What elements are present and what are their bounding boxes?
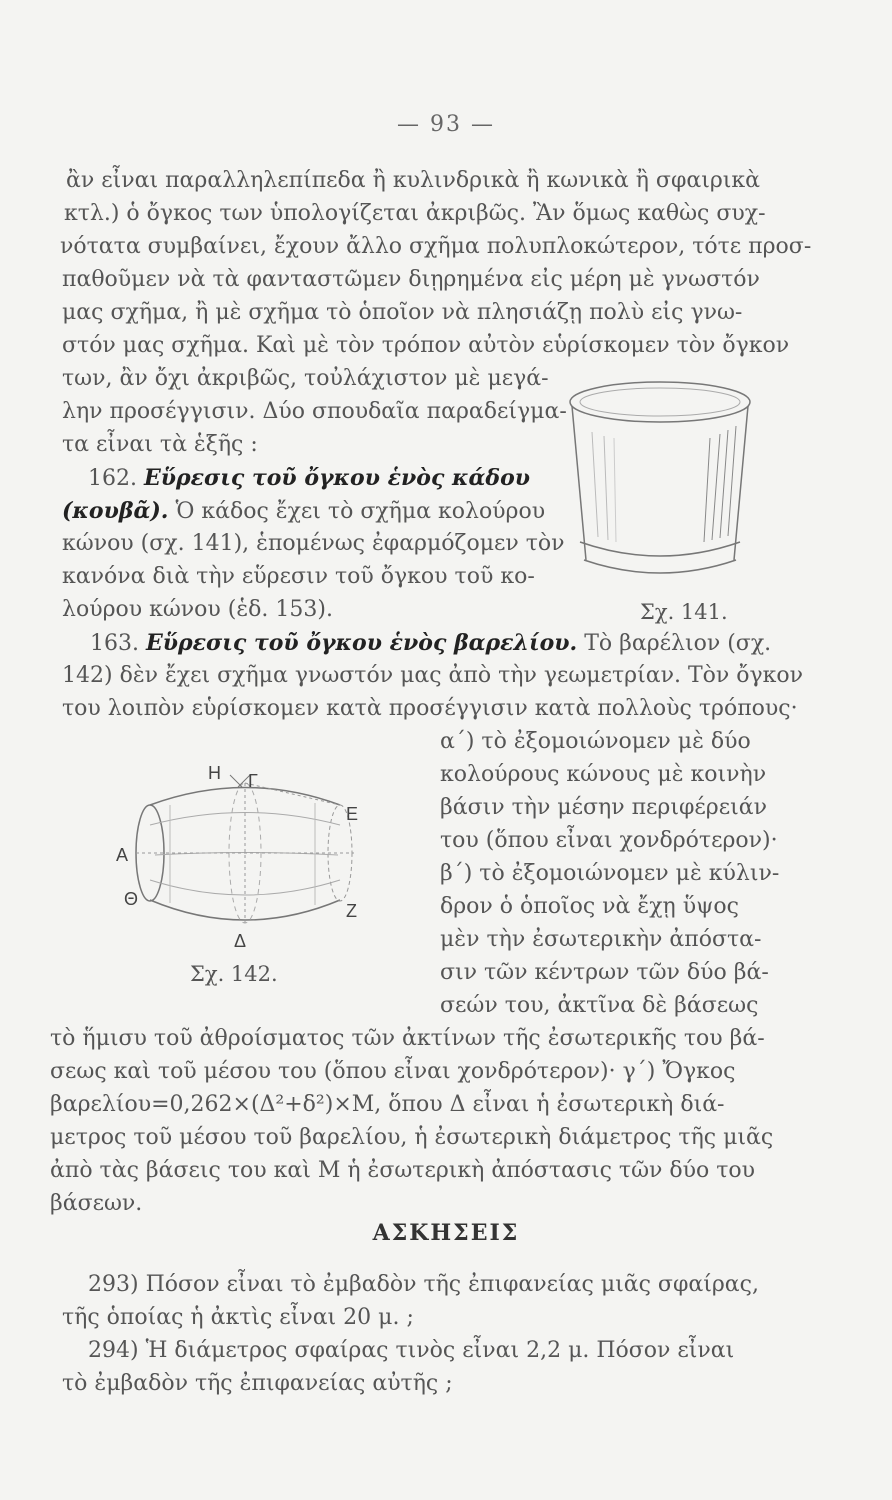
text-line: 142) δὲν ἔχει σχῆμα γνωστόν μας ἀπὸ τὴν γεωμετρίαν. Τὸν ὄγκον [62,663,803,688]
label-H: H [208,765,221,783]
text-line: κτλ.) ὁ ὄγκος των ὑπολογίζεται ἀκριβῶς. Ἂν ὅμως καθὼς συχ- [64,201,766,226]
text-line: μας σχῆμα, ἢ μὲ σχῆμα τὸ ὁποῖον νὰ πλησιάζῃ πολὺ εἰς γνω- [62,300,743,325]
text-line: κανόνα διὰ τὴν εὕρεσιν τοῦ ὄγκου τοῦ κο- [62,564,535,589]
text-line: σιν τῶν κέντρων τῶν δύο βά- [440,960,769,985]
label-D: Δ [234,931,247,951]
text-line: βάσεων. [50,1191,143,1216]
text-line: κώνου (σχ. 141), ἑπομένως ἐφαρμόζομεν τὸν [62,531,565,556]
exercise-line: 294) Ἡ διάμετρος σφαίρας τινὸς εἶναι 2,2 μ. Πόσον εἶναι [88,1338,735,1363]
text-line: μετρος τοῦ μέσου τοῦ βαρελίου, ἡ ἐσωτερικὴ διάμετρος τῆς μιᾶς [50,1125,774,1150]
exercise-line: τὸ ἐμβαδὸν τῆς ἐπιφανείας αὐτῆς ; [62,1371,453,1396]
text-line: δρον ὁ ὁποῖος νὰ ἔχῃ ὕψος [440,894,739,919]
text-line: τα εἶναι τὰ ἑξῆς : [62,432,258,457]
label-G: Γ [248,771,258,791]
text-line: τὸ ἥμισυ τοῦ ἀθροίσματος τῶν ἀκτίνων τῆς ἐσωτερικῆς του βά- [50,1026,765,1051]
figure-142-caption: Σχ. 142. [190,962,278,986]
text-line: μὲν τὴν ἐσωτερικὴν ἀπόστα- [440,927,762,952]
text-line: β΄) τὸ ἐξομοιώνομεν μὲ κύλιν- [440,861,780,886]
text-line: ἀπὸ τὰς βάσεις του καὶ Μ ἡ ἐσωτερικὴ ἀπόστασις τῶν δύο του [50,1158,756,1183]
text-line: α΄) τὸ ἐξομοιώνομεν μὲ δύο [440,729,751,754]
label-Th: Θ [124,889,139,909]
text-line: νότατα συμβαίνει, ἔχουν ἄλλο σχῆμα πολυπλοκώτερον, τότε προσ- [60,234,812,259]
section-163-title: 163. Εὕρεσις τοῦ ὄγκου ἑνὸς βαρελίου. Τὸ βαρέλιον (σχ. [90,630,772,656]
text-line: σεως καὶ τοῦ μέσου του (ὅπου εἶναι χονδρότερον)· γ΄) Ὄγκος [50,1059,736,1084]
text-line: βάσιν τὴν μέσην περιφέρειάν [440,795,767,820]
label-E: E [346,804,359,824]
label-A: A [116,845,129,865]
exercise-line: 293) Πόσον εἶναι τὸ ἐμβαδὸν τῆς ἐπιφανείας μιᾶς σφαίρας, [88,1272,759,1297]
text-line: παθοῦμεν νὰ τὰ φανταστῶμεν διῃρημένα εἰς μέρη μὲ γνωστόν [62,267,760,292]
text-line: ἂν εἶναι παραλληλεπίπεδα ἢ κυλινδρικὰ ἢ κωνικὰ ἢ σφαιρικὰ [66,168,760,193]
exercise-line: τῆς ὁποίας ἡ ἀκτὶς εἶναι 20 μ. ; [62,1305,414,1330]
text-line: λην προσέγγισιν. Δύο σπουδαῖα παραδείγμα- [62,399,567,424]
barrel-figure [110,765,380,960]
text-line: κολούρους κώνους μὲ κοινὴν [440,762,767,787]
text-line: βαρελίου=0,262×(Δ²+δ²)×Μ, ὅπου Δ εἶναι ἡ ἐσωτερικὴ διά- [50,1092,725,1117]
section-162-title: 162. Εὕρεσις τοῦ ὄγκου ἑνὸς κάδου [88,465,531,491]
exercises-heading: ΑΣΚΗΣΕΙΣ [372,1220,520,1246]
label-Z: Z [346,901,357,921]
figure-141-caption: Σχ. 141. [640,600,728,624]
text-line: στόν μας σχῆμα. Καὶ μὲ τὸν τρόπον αὐτὸν εὑρίσκομεν τὸν ὄγκον [62,333,790,358]
text-line: του (ὅπου εἶναι χονδρότερον)· [440,828,778,853]
text-line: (κουβᾶ). Ὁ κάδος ἔχει τὸ σχῆμα κολούρου [62,498,546,524]
text-line: λούρου κώνου (ἑδ. 153). [62,597,333,622]
bucket-figure [560,372,760,597]
page-number: — 93 — [397,112,495,137]
text-line: των, ἂν ὄχι ἀκριβῶς, τοὐλάχιστον μὲ μεγά- [62,366,549,391]
text-line: του λοιπὸν εὑρίσκομεν κατὰ προσέγγισιν κατὰ πολλοὺς τρόπους· [62,696,798,721]
text-line: σεών του, ἀκτῖνα δὲ βάσεως [440,993,759,1018]
